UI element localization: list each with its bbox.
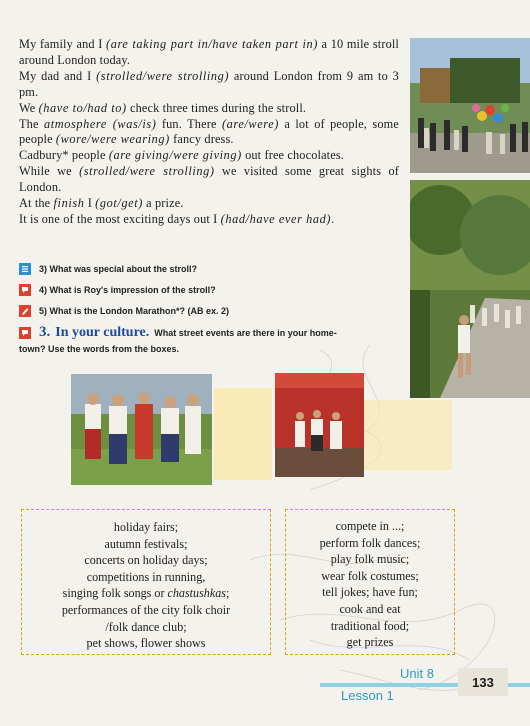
exercise-number: 3. [39,324,51,340]
verb-choice: (strolled/were strolling) [96,68,230,83]
events-word-box [21,509,271,655]
verb-choice: (are taking part in/have taken part in) [106,37,318,51]
activity-word: play folk music; [330,552,410,567]
story-text-fragment: Cadbury* people [19,148,109,163]
question-4-text: 4) What is Roy's impression of the stroll? [39,284,216,295]
story-text-fragment: My dad and I [19,68,97,83]
story-text-fragment: a 10 mile stroll around London today. [19,37,399,67]
event-word: competitions in running, [86,569,206,584]
question-3 [19,258,404,279]
story-text-fragment: we visited some great sights of London. [19,164,399,195]
writing-icon [19,305,31,317]
exercise-title: In your culture. [55,325,150,340]
activity-word: get prizes [346,635,394,650]
story-text-fragment: I [84,196,96,211]
marathon-runners-photo [410,180,530,398]
exercise-task-continued: town? Use the words from the boxes. [19,344,180,354]
question-4 [19,279,404,300]
story-sentence [19,212,399,228]
exercise-3 [19,324,404,354]
story-sentence [19,164,399,196]
story-sentence [19,148,399,164]
speaking-icon [19,327,31,339]
activity-word: cook and eat [339,601,401,616]
verb-choice: (wore/were wearing) [55,132,170,147]
story-text-fragment: a prize. [142,196,184,211]
activity-word: wear folk costumes; [321,568,419,583]
verb-choice: (strolled/were strolling) [79,164,215,179]
festival-crowd-photo [410,38,530,173]
activities-word-box [285,509,455,655]
folk-dancers-photo [275,373,364,477]
lesson-label: Lesson 1 [341,688,394,703]
event-word: pet shows, flower shows [86,636,206,651]
story-sentence [19,196,399,212]
exercise-task: What street events are there in your home- [154,328,337,338]
question-3-text: 3) What was special about the stroll? [39,263,198,274]
story-sentence [19,117,399,149]
event-word: concerts on holiday days; [84,553,208,568]
page-number: 133 [458,668,508,696]
activity-word: perform folk dances; [319,535,421,550]
story-text-fragment: The [19,116,44,131]
story-text-fragment: fun. There [156,116,222,131]
event-word: autumn festivals; [104,536,188,551]
story-text-fragment: At the [19,196,54,211]
decorative-band [364,400,452,470]
event-word: holiday fairs; [113,520,179,534]
verb-choice: (had/have ever had) [220,211,332,226]
story-text-fragment: out free chocolates. [241,148,345,163]
folk-musicians-photo [71,374,212,485]
story-sentence [19,101,399,117]
listening-icon [19,263,31,275]
verb-choice: (have to/had to) [38,100,127,115]
story-sentence [19,69,399,101]
verb-choice: (got/get) [95,196,143,211]
story-text-fragment: check three times during the stroll. [126,100,307,115]
verb-choice: atmosphere (was/is) [43,116,157,131]
questions-list [19,258,404,321]
verb-choice: (are giving/were giving) [108,148,242,163]
decorative-band [214,388,272,480]
story-text-fragment: . [331,211,335,226]
speaking-icon [19,284,31,296]
verb-choice: finish [53,196,85,211]
story-text-fragment: We [19,100,39,115]
story-text-fragment: My family and I [19,37,106,51]
story-text-fragment: It is one of the most exciting days out I [19,211,221,226]
story-text-fragment: a lot of people, some people [19,116,399,147]
event-word: performances of the city folk choir [61,602,231,617]
event-word: singing folk songs or chastushkas; [62,586,230,601]
question-5 [19,300,404,321]
story-text-fragment: fancy dress. [169,132,234,147]
story-text [19,37,399,228]
activity-word: tell jokes; have fun; [322,585,418,600]
story-text-fragment: While we [19,164,80,179]
question-5-text: 5) What is the London Marathon*? (AB ex. 2) [39,305,230,316]
story-text-fragment: around London from 9 am to 3 pm. [19,68,399,99]
activity-word: traditional food; [330,618,410,633]
activity-word: compete in ...; [335,519,405,533]
event-word: /folk dance club; [105,619,187,634]
verb-choice: (are/were) [221,116,279,131]
story-sentence [19,37,399,69]
unit-label: Unit 8 [400,666,434,681]
